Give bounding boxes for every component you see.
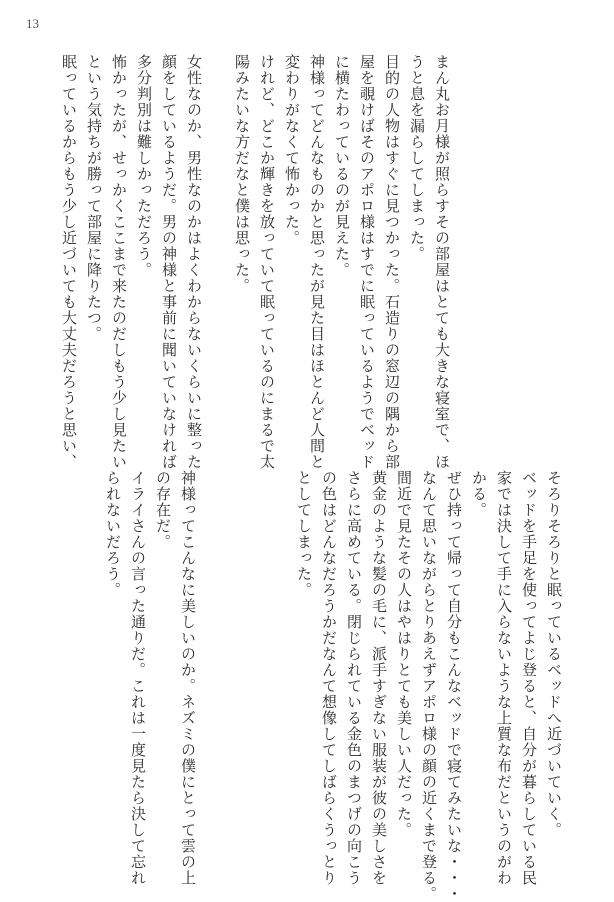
text-line: という気持ちが勝って部屋に降りたつ。 (85, 54, 103, 342)
lower-left-text-block (100, 470, 200, 886)
text-line: 女性なのか、男性なのかはよくわからないくらいに整った (185, 54, 203, 470)
text-line: さらに高めている。閉じられている金色のまつげの向こう (345, 470, 363, 886)
text-line: 眠っているからもう少し近づいても大丈夫だろうと思い、 (60, 54, 78, 470)
text-line: 神様ってこんなに美しいのか。ネズミの僕にとって雲の上 (179, 470, 197, 886)
text-line: ぜひ持って帰って自分もこんなベッドで寝てみたいな・・・ (445, 470, 463, 902)
text-line: 怖かったが、せっかくここまで来たのだしもう少し見たい (110, 54, 128, 470)
page-number: 13 (26, 16, 39, 31)
text-line: 家では決して手に入らないような上質な布だというのがわ (495, 470, 513, 886)
text-line: けれど、どこか輝きを放っていて眠っているのにまるで太 (258, 54, 276, 470)
text-line: まん丸お月様が照らすその部屋はとても大きな寝室で、ほ (433, 54, 451, 470)
text-line: ベッドを手足を使ってよじ登ると、自分が暮らしている民 (520, 470, 538, 886)
text-line: の存在だ。 (154, 470, 172, 550)
text-line: そろりそろりと眠っているベッドへ近づいていく。 (545, 470, 563, 838)
text-line: 多分判別は難しかっただろう。 (135, 54, 153, 278)
upper-left-text-block (56, 54, 206, 470)
text-line: 黄金のような髪の毛に、派手すぎない服装が彼の美しさを (370, 470, 388, 886)
text-line: としてしまった。 (295, 470, 313, 598)
text-line: 屋を覗けばそのアポロ様はすでに眠っているようでベッド (358, 54, 376, 470)
text-line: イライさんの言った通りだ。これは一度見たら決して忘れ (129, 470, 147, 886)
text-line: に横たわっているのが見えた。 (333, 54, 351, 278)
text-line: 間近で見たその人はやはりとても美しい人だった。 (395, 470, 413, 838)
text-line: 陽みたいな方だなと僕は思った。 (233, 54, 251, 294)
text-line: うと息を漏らしてしまった。 (408, 54, 426, 262)
text-line: 顔をしているようだ。男の神様と事前に聞いていなければ (160, 54, 178, 470)
text-line: られないだろう。 (104, 470, 122, 598)
text-line: 目的の人物はすぐに見つかった。石造りの窓辺の隅から部 (383, 54, 401, 470)
upper-right-text-block (229, 54, 454, 470)
text-line: かる。 (470, 470, 488, 518)
text-line: 変わりがなくて怖かった。 (283, 54, 301, 246)
text-line: 神様ってどんなものかと思ったが見た目はほとんど人間と (308, 54, 326, 470)
text-line: なんて思いながらとりあえずアポロ様の顔の近くまで登る。 (420, 470, 438, 902)
text-line: の色はどんなだろうかだなんて想像してしばらくうっとり (320, 470, 338, 886)
lower-right-text-block (291, 470, 566, 902)
